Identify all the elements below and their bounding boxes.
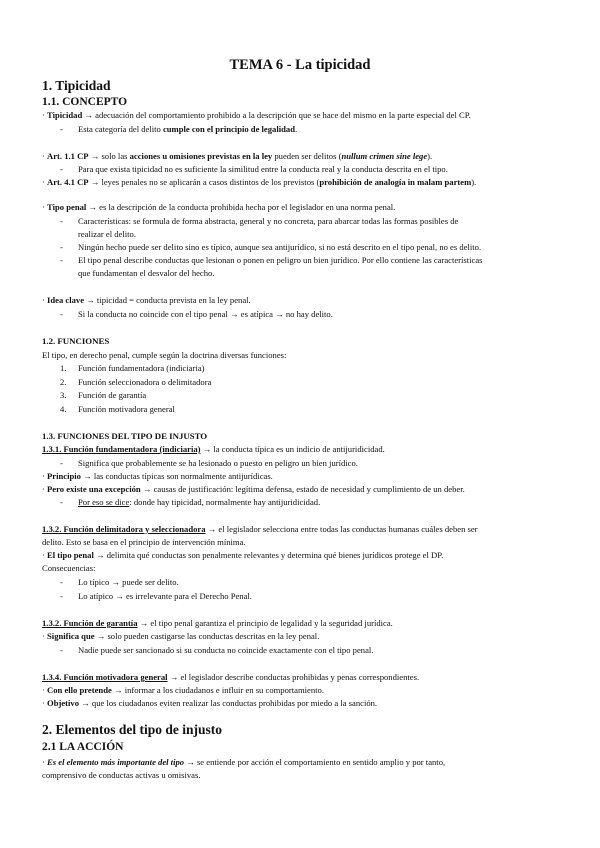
sub-item-ningun-hecho: Ningún hecho puede ser delito sino es típico, aunque sea antijurídico, si no está descrito en el tipo penal, no es delito. <box>78 242 482 252</box>
sub-item-por-eso: Por eso se dice: donde hay tipicidad, normalmente hay antijuridicidad. <box>78 497 321 507</box>
dash-marker: - <box>60 255 63 265</box>
list-number: 3. <box>60 390 67 400</box>
document-title: TEMA 6 - La tipicidad <box>229 57 371 73</box>
list-item-funcion: Función fundamentadora (indiciaria) <box>78 363 205 373</box>
paragraph-funcion-delimitadora-cont: delito. Esto se basa en el principio de intervención mínima. <box>42 537 246 547</box>
sub-item-desvalor: El tipo penal describe conductas que lesionan o ponen en peligro un bien jurídico. Por ello contiene las características <box>78 255 483 265</box>
sub-item-caracteristicas-cont: realizar el delito. <box>78 229 136 239</box>
sub-item-nadie: Nadie puede ser sancionado si su conducta no coincide exactamente con el tipo penal. <box>78 645 374 655</box>
dash-marker: - <box>60 242 63 252</box>
list-item-funcion: Función seleccionadora o delimitadora <box>78 377 212 387</box>
dash-marker: - <box>60 591 63 601</box>
dash-marker: - <box>60 309 63 319</box>
section-heading-tipicidad: 1. Tipicidad <box>42 78 111 93</box>
paragraph-funcion-garantia: 1.3.2. Función de garantía → el tipo penal garantiza el principio de legalidad y la seguridad jurídica. <box>42 618 393 628</box>
dash-marker: - <box>60 216 63 226</box>
paragraph-art-4-1: · Art. 4.1 CP → leyes penales no se aplicarán a casos distintos de los previstos (prohibición de analogía in malam partem). <box>42 177 477 187</box>
list-item-funcion: Función de garantía <box>78 390 147 400</box>
list-number: 2. <box>60 377 67 387</box>
sub-item-tipico: Lo típico → puede ser delito. <box>78 577 179 587</box>
section-heading-elementos: 2. Elementos del tipo de injusto <box>42 722 223 737</box>
paragraph-principio: · Principio → las conductas típicas son normalmente antijurídicas. <box>42 471 273 481</box>
sub-item-similitud: Para que exista tipicidad no es suficiente la similitud entre la conducta real y la conducta descrita en el tipo. <box>78 164 448 174</box>
paragraph-funcion-fundamentadora: 1.3.1. Función fundamentadora (indiciaria) → la conducta típica es un indicio de antijuridicidad. <box>42 444 385 454</box>
paragraph-tipo-penal: · Tipo penal → es la descripción de la conducta prohibida hecha por el legislador en una norma penal. <box>42 202 396 212</box>
paragraph-significa-que: · Significa que → solo pueden castigarse las conductas descritas en la ley penal. <box>42 631 320 641</box>
dash-marker: - <box>60 124 63 134</box>
paragraph-funciones-intro: El tipo, en derecho penal, cumple según la doctrina diversas funciones: <box>42 350 287 360</box>
dash-marker: - <box>60 577 63 587</box>
sub-item-atipico: Lo atípico → es irrelevante para el Derecho Penal. <box>78 591 252 601</box>
paragraph-objetivo: · Objetivo → que los ciudadanos eviten realizar las conductas prohibidas por miedo a la sanción. <box>42 698 378 708</box>
paragraph-idea-clave: · Idea clave → tipicidad = conducta prevista en la ley penal. <box>42 295 251 305</box>
sub-item-desvalor-cont: que fundamentan el desvalor del hecho. <box>78 268 215 278</box>
paragraph-consecuencias: Consecuencias: <box>42 563 96 573</box>
list-number: 1. <box>60 363 67 373</box>
paragraph-art-1-1: · Art. 1.1 CP → solo las acciones u omisiones previstas en la ley pueden ser delitos (nullum crimen sine lege). <box>42 151 433 161</box>
paragraph-tipicidad: · Tipicidad → adecuación del comportamiento prohibido a la descripción que se hace del mismo en la parte especial del CP. <box>42 110 471 120</box>
sub-item-significa: Significa que probablemente se ha lesionado o puesto en peligro un bien jurídico. <box>78 458 358 468</box>
paragraph-accion: · Es el elemento más importante del tipo → se entiende por acción el comportamiento en sentido amplio y por tanto, <box>42 757 446 767</box>
paragraph-con-ello: · Con ello pretende → informar a los ciudadanos e influir en su comportamiento. <box>42 685 324 695</box>
sub-item-atipica: Si la conducta no coincide con el tipo penal → es atípica → no hay delito. <box>78 309 333 319</box>
sub-item-caracteristicas: Características: se formula de forma abstracta, general y no concreta, para abarcar todas las formas posibles de <box>78 216 459 226</box>
dash-marker: - <box>60 645 63 655</box>
sub-item-legalidad: Esta categoría del delito cumple con el principio de legalidad. <box>78 124 298 134</box>
subsection-heading-concepto: 1.1. CONCEPTO <box>42 96 128 108</box>
paragraph-accion-cont: comprensivo de conductas activas u omisivas. <box>42 770 201 780</box>
paragraph-excepcion: · Pero existe una excepción → causas de justificación: legítima defensa, estado de necesidad y cumplimiento de un deber. <box>42 484 465 494</box>
dash-marker: - <box>60 458 63 468</box>
paragraph-funcion-motivadora: 1.3.4. Función motivadora general → el legislador describe conductas prohibidas y penas correspondientes. <box>42 672 420 682</box>
dash-marker: - <box>60 497 63 507</box>
list-number: 4. <box>60 404 67 414</box>
list-item-funcion: Función motivadora general <box>78 404 175 414</box>
subsection-heading-funciones-injusto: 1.3. FUNCIONES DEL TIPO DE INJUSTO <box>42 431 208 441</box>
paragraph-el-tipo-penal: · El tipo penal → delimita qué conductas son penalmente relevantes y determina qué bienes jurídicos protege el DP. <box>42 550 444 560</box>
subsection-heading-accion: 2.1 LA ACCIÓN <box>42 741 124 753</box>
subsection-heading-funciones: 1.2. FUNCIONES <box>42 336 110 346</box>
paragraph-funcion-delimitadora: 1.3.2. Función delimitadora y seleccionadora → el legislador selecciona entre todas las conductas humanas cuáles deben ser <box>42 524 478 534</box>
dash-marker: - <box>60 164 63 174</box>
